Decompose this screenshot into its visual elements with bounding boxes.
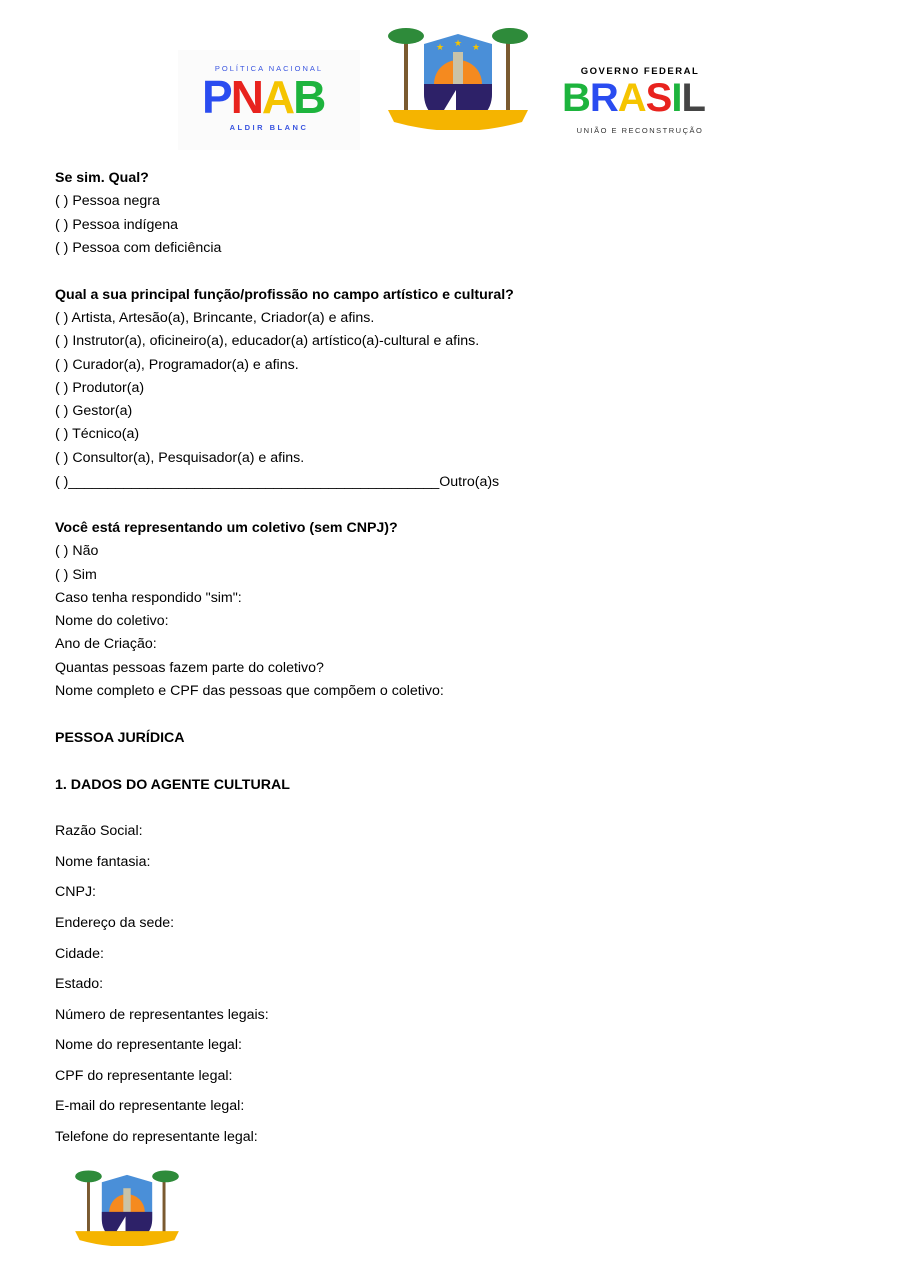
role-option[interactable]: ( ) Técnico(a) (55, 426, 140, 442)
svg-text:★: ★ (472, 42, 481, 52)
field-razao-social: Razão Social: (55, 823, 143, 839)
collective-line: Caso tenha respondido "sim": (55, 590, 242, 606)
collective-members-field: Nome completo e CPF das pessoas que compõem o coletivo: (55, 683, 444, 699)
option-nao[interactable]: ( ) Não (55, 543, 99, 559)
role-option[interactable]: ( ) Artista, Artesão(a), Brincante, Criador(a) e afins. (55, 310, 375, 326)
option-sim[interactable]: ( ) Sim (55, 567, 97, 583)
collective-name-field: Nome do coletivo: (55, 613, 169, 629)
field-cnpj: CNPJ: (55, 884, 96, 900)
field-cidade: Cidade: (55, 946, 104, 962)
gov-logo-main: BRASIL (562, 76, 705, 120)
option-pessoa-negra[interactable]: ( ) Pessoa negra (55, 193, 160, 209)
collective-question: Você está representando um coletivo (sem CNPJ)? (55, 520, 398, 536)
pnab-logo-main: PNAB (202, 71, 325, 123)
option-pessoa-indigena[interactable]: ( ) Pessoa indígena (55, 217, 179, 233)
field-num-representantes: Número de representantes legais: (55, 1007, 269, 1023)
gov-logo-top: GOVERNO FEDERAL (580, 66, 700, 77)
field-nome-representante: Nome do representante legal: (55, 1037, 242, 1053)
pj-title: PESSOA JURÍDICA (55, 730, 185, 746)
identity-question: Se sim. Qual? (55, 170, 149, 186)
role-option[interactable]: ( ) Instrutor(a), oficineiro(a), educador(a) artístico(a)-cultural e afins. (55, 333, 480, 349)
pnab-logo-bottom: ALDIR BLANC (229, 123, 309, 132)
footer-city-coat-of-arms-logo (70, 1166, 184, 1246)
svg-text:★: ★ (454, 38, 463, 48)
pnab-logo (178, 50, 360, 150)
field-cpf-representante: CPF do representante legal: (55, 1068, 233, 1084)
pnab-logo-top: POLÍTICA NACIONAL (214, 64, 324, 73)
field-endereco: Endereço da sede: (55, 915, 175, 931)
governo-federal-logo (560, 62, 720, 142)
city-coat-of-arms-logo (384, 22, 532, 130)
field-telefone-representante: Telefone do representante legal: (55, 1129, 258, 1145)
collective-members-count-field: Quantas pessoas fazem parte do coletivo? (55, 660, 324, 676)
role-option[interactable]: ( ) Curador(a), Programador(a) e afins. (55, 357, 299, 373)
role-option[interactable]: ( ) Produtor(a) (55, 380, 145, 396)
gov-logo-bottom: UNIÃO E RECONSTRUÇÃO (576, 126, 704, 135)
role-option[interactable]: ( ) Gestor(a) (55, 403, 133, 419)
field-nome-fantasia: Nome fantasia: (55, 854, 151, 870)
field-estado: Estado: (55, 976, 104, 992)
field-email-representante: E-mail do representante legal: (55, 1098, 245, 1114)
collective-year-field: Ano de Criação: (55, 636, 157, 652)
pj-subtitle: 1. DADOS DO AGENTE CULTURAL (55, 777, 290, 793)
role-question: Qual a sua principal função/profissão no campo artístico e cultural? (55, 287, 514, 303)
role-option-other[interactable]: ( )_______________________________________________Outro(a)s (55, 474, 500, 490)
role-option[interactable]: ( ) Consultor(a), Pesquisador(a) e afins. (55, 450, 305, 466)
option-pessoa-deficiencia[interactable]: ( ) Pessoa com deficiência (55, 240, 222, 256)
svg-text:★: ★ (436, 42, 445, 52)
